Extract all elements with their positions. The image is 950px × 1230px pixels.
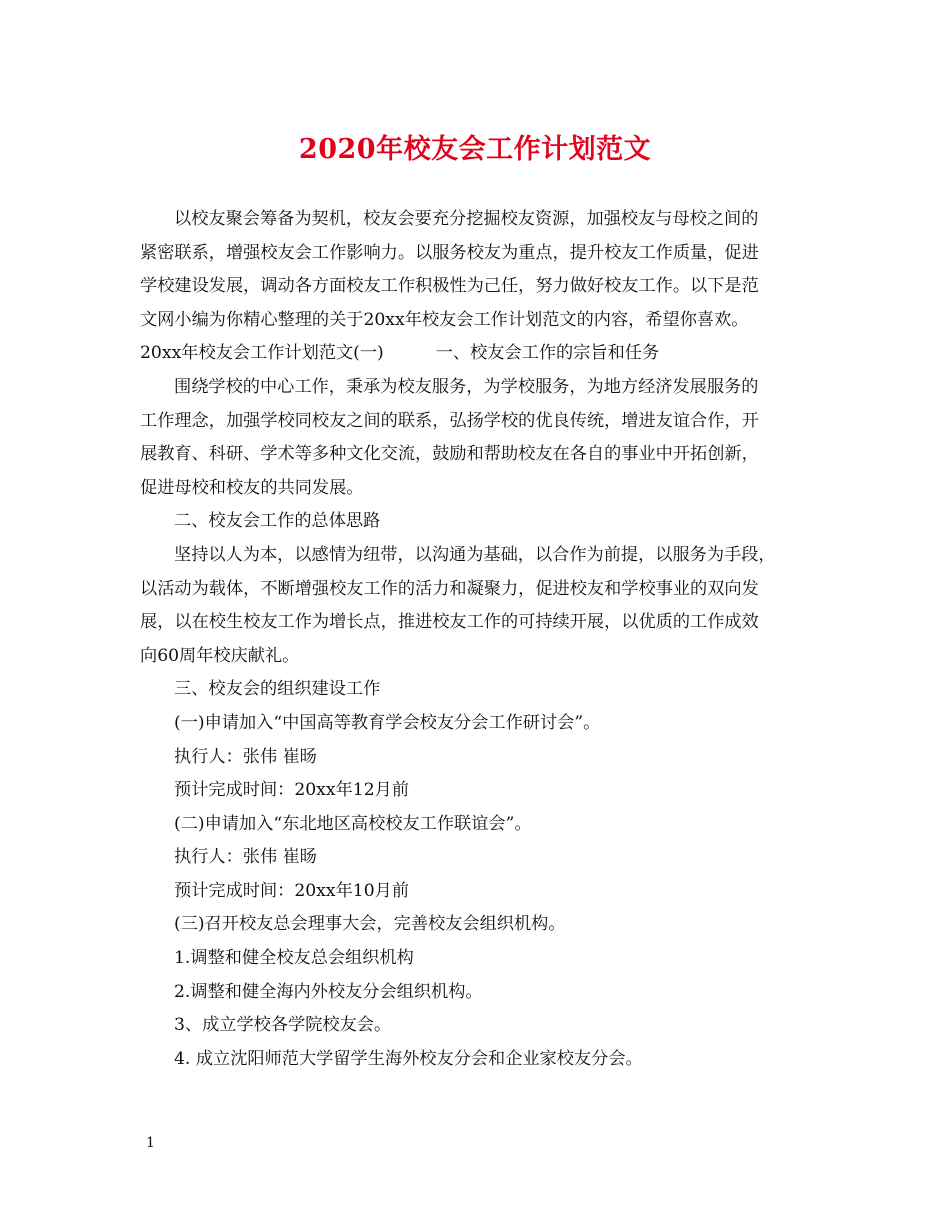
section3-item: (一)申请加入“中国高等教育学会校友分会工作研讨会”。 — [174, 712, 601, 733]
section1-line: 围绕学校的中心工作，秉承为校友服务，为学校服务，为地方经济发展服务的 — [174, 376, 759, 397]
section2-line: 坚持以人为本，以感情为纽带，以沟通为基础，以合作为前提，以服务为手段， — [174, 544, 776, 565]
intro-line: 以校友聚会筹备为契机，校友会要充分挖掘校友资源，加强校友与母校之间的 — [174, 209, 759, 229]
section2-paragraph — [140, 539, 820, 673]
section2-heading-row — [140, 505, 820, 539]
intro-line: 文网小编为你精心整理的关于20xx年校友会工作计划范文的内容，希望你喜欢。 — [140, 309, 749, 330]
section3-item: (二)申请加入“东北地区高校校友工作联谊会”。 — [174, 813, 532, 834]
section3-item: 执行人：张伟 崔旸 — [174, 847, 317, 868]
section3-item: 执行人：张伟 崔旸 — [174, 746, 317, 767]
section1-paragraph — [140, 371, 820, 505]
section3-item: 2.调整和健全海内外校友分会组织机构。 — [174, 981, 483, 1002]
intro-line: 学校建设发展，调动各方面校友工作积极性为己任，努力做好校友工作。以下是范 — [140, 276, 759, 297]
section2-line: 展，以在校生校友工作为增长点，推进校友工作的可持续开展，以优质的工作成效 — [140, 612, 759, 633]
section1-line: 工作理念，加强学校同校友之间的联系，弘扬学校的优良传统，增进友谊合作，开 — [140, 410, 759, 431]
section3-item: 预计完成时间：20xx年10月前 — [174, 880, 410, 901]
document-title: 2020年校友会工作计划范文 — [298, 134, 652, 165]
section2-line: 以活动为载体，不断增强校友工作的活力和凝聚力，促进校友和学校事业的双向发 — [140, 578, 759, 599]
section3-heading-row — [140, 673, 820, 707]
section1-line: 促进母校和校友的共同发展。 — [140, 477, 364, 498]
article-subtitle: 20xx年校友会工作计划范文(一) — [140, 343, 384, 364]
intro-paragraph — [140, 203, 820, 337]
document-body — [140, 203, 820, 1076]
section3-item: 1.调整和健全校友总会组织机构 — [174, 948, 414, 969]
section-heading-1: 一、校友会工作的宗旨和任务 — [435, 343, 660, 364]
section3-item: 3、成立学校各学院校友会。 — [174, 1015, 392, 1036]
section2-line: 向60周年校庆献礼。 — [140, 645, 300, 666]
section3-list — [140, 707, 820, 1077]
section3-item: 预计完成时间：20xx年12月前 — [174, 780, 410, 801]
section1-line: 展教育、科研、学术等多种文化交流，鼓励和帮助校友在各自的事业中开拓创新， — [140, 444, 759, 465]
section3-item: (三)召开校友总会理事大会，完善校友会组织机构。 — [174, 914, 566, 935]
section3-item: 4. 成立沈阳师范大学留学生海外校友分会和企业家校友分会。 — [174, 1048, 643, 1069]
page-number: 1 — [146, 1135, 155, 1151]
intro-line: 紧密联系，增强校友会工作影响力。以服务校友为重点，提升校友工作质量，促进 — [140, 242, 759, 263]
subtitle-row — [140, 337, 820, 371]
section-heading-2: 二、校友会工作的总体思路 — [174, 511, 381, 532]
section-heading-3: 三、校友会的组织建设工作 — [174, 679, 381, 700]
